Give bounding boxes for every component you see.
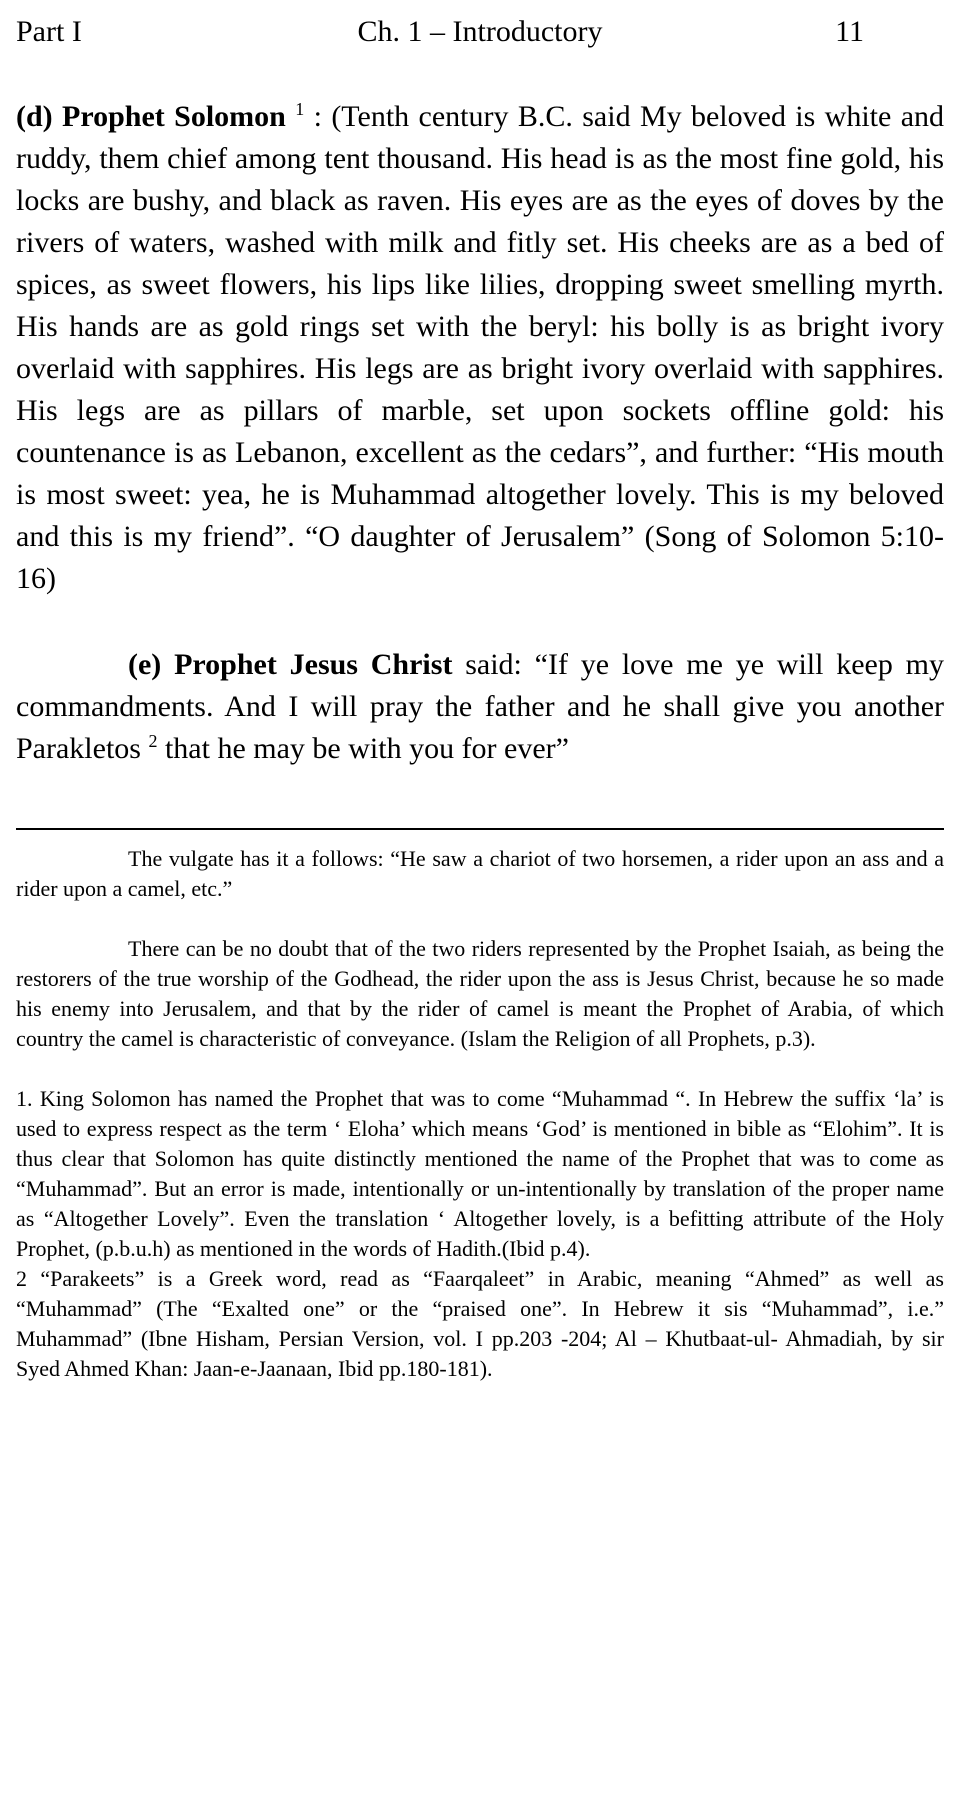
- jesus-heading: (e) Prophet Jesus Christ: [128, 648, 453, 681]
- footnotes: [16, 844, 944, 1384]
- running-head: [16, 12, 944, 52]
- paragraph-jesus: [16, 644, 944, 770]
- chapter-title: Ch. 1 – Introductory: [357, 15, 603, 48]
- jesus-text-end: that he may be with you for ever”: [157, 732, 569, 765]
- footnote-vulgate: The vulgate has it a follows: “He saw a chariot of two horsemen, a rider upon an ass and a rider upon a camel, etc.”: [16, 846, 944, 901]
- part-label: Part I: [16, 15, 82, 48]
- solomon-text: : (Tenth century B.C. said My beloved is white and ruddy, them chief among tent thousand. His head is as the most fine gold, his locks are bushy, and black as raven. His eyes are as the eyes of doves by the rivers of waters, washed with milk and fitly set. His cheeks are as a bed of spices, as sweet flowers, his lips like lilies, dropping sweet smelling myrth. His hands are as gold rings set with the beryl: his bolly is as bright ivory overlaid with sapphires. His legs are as bright ivory overlaid with sapphires. His legs are as pillars of marble, set upon sockets offline gold: his countenance is as Lebanon, excellent as the cedars”, and further: “His mouth is most sweet: yea, he is Muhammad altogether lovely. This is my beloved and this is my friend”. “O daughter of Jerusalem” (Song of Solomon 5:10-16): [16, 100, 945, 595]
- main-text: [16, 96, 944, 770]
- footnote-1: 1. King Solomon has named the Prophet that was to come “Muhammad “. In Hebrew the suffix ‘la’ is used to express respect as the term ‘ Eloha’ which means ‘God’ is mentioned in bible as “Elohim”. It is thus clear that Solomon has quite distinctly mentioned the name of the Prophet that was to come as “Muhammad”. But an error is made, intentionally or un-intentionally by translation of the proper name as “Altogether Lovely”. Even the translation ‘ Altogether lovely, is a befitting attribute of the Holy Prophet, (p.b.u.h) as mentioned in the words of Hadith.(Ibid p.4).: [16, 1086, 944, 1261]
- footnote-riders: There can be no doubt that of the two riders represented by the Prophet Isaiah, as being the restorers of the true worship of the Godhead, the rider upon the ass is Jesus Christ, because he so made his enemy into Jerusalem, and that by the rider of camel is meant the Prophet of Arabia, of which country the camel is characteristic of conveyance. (Islam the Religion of all Prophets, p.3).: [16, 936, 944, 1051]
- paragraph-solomon: [16, 96, 944, 600]
- footnote-ref-2: 2: [148, 731, 158, 751]
- jesus-text: said: “If ye love me ye will keep my commandments. And I will pray the father and he shall give you another Parakletos: [16, 648, 944, 765]
- solomon-heading: (d) Prophet Solomon: [16, 100, 286, 133]
- footnote-divider: [16, 828, 944, 830]
- footnote-ref-1: 1: [295, 99, 305, 119]
- footnote-2: 2 “Parakeets” is a Greek word, read as “Faarqaleet” in Arabic, meaning “Ahmed” as well as “Muhammad” (The “Exalted one” or the “praised one”. In Hebrew it sis “Muhammad”, i.e.” Muhammad” (Ibne Hisham, Persian Version, vol. I pp.203 -204; Al – Khutbaat-ul- Ahmadiah, by sir Syed Ahmed Khan: Jaan-e-Jaanaan, Ibid pp.180-181).: [16, 1266, 944, 1381]
- page-number: 11: [835, 15, 864, 48]
